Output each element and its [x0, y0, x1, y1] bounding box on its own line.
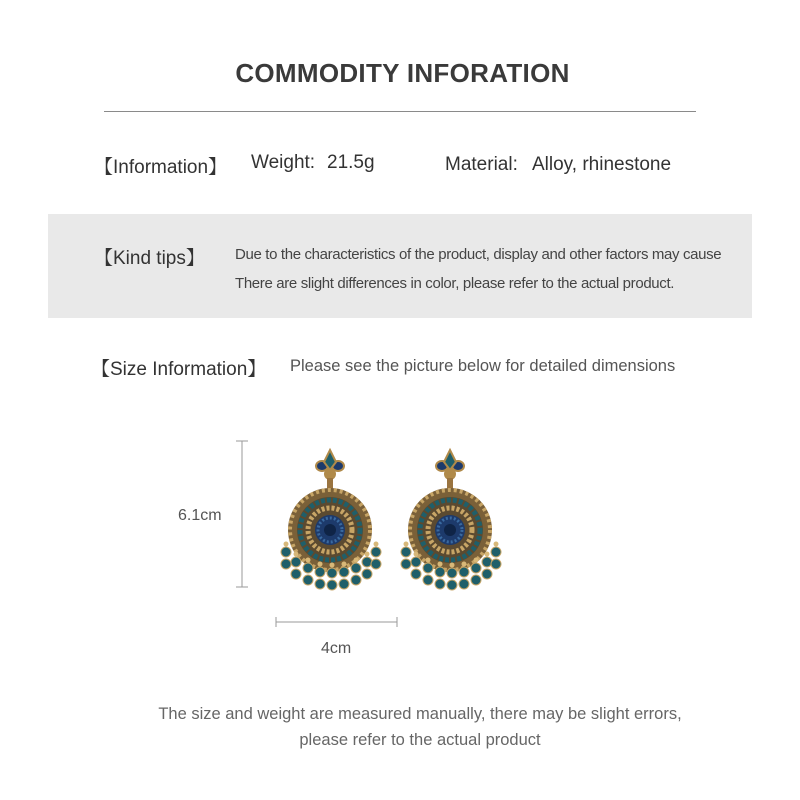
material-value: Alloy, rhinestone: [532, 154, 672, 175]
kind-tips-label: 【Kind tips】: [94, 248, 205, 269]
kind-tips-line-2: There are slight differences in color, please refer to the actual product.: [235, 275, 675, 292]
kind-tips-line-1: Due to the characteristics of the product, display and other factors may cause: [235, 246, 722, 263]
height-dimension-line: [232, 438, 252, 590]
earring-right: [401, 450, 501, 590]
width-dimension-label: 4cm: [321, 640, 352, 657]
size-information-label: 【Size Information】: [91, 359, 267, 380]
height-dimension-label: 6.1cm: [178, 507, 222, 524]
weight-value: 21.5g: [327, 152, 375, 173]
title-divider: [104, 111, 696, 112]
information-label: 【Information】: [94, 157, 228, 178]
page-title: COMMODITY INFORATION: [235, 58, 570, 88]
size-information-note: Please see the picture below for detailed dimensions: [290, 357, 676, 375]
footer-disclaimer-line-1: The size and weight are measured manually, there may be slight errors,: [158, 705, 682, 723]
earrings-product-image: [278, 440, 510, 600]
material-label: Material:: [445, 154, 518, 175]
width-dimension-line: [274, 614, 400, 630]
earring-left: [281, 450, 381, 590]
footer-disclaimer-line-2: please refer to the actual product: [299, 731, 541, 749]
weight-label: Weight:: [251, 152, 316, 173]
